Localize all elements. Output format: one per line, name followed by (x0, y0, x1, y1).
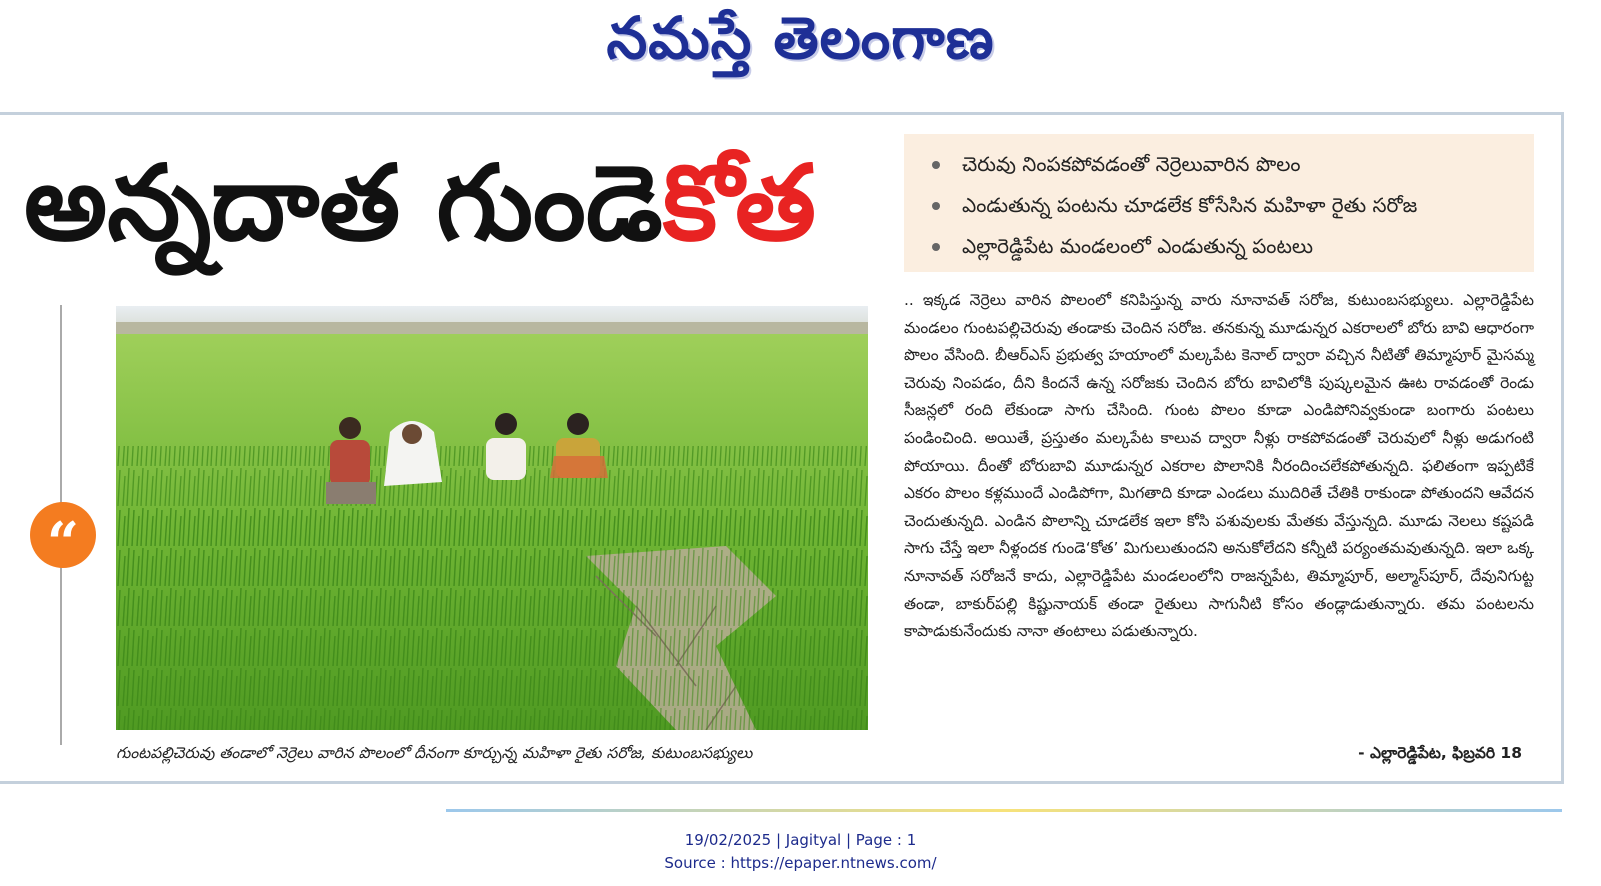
highlight-item: ఎల్లారెడ్డిపేట మండలంలో ఎండుతున్న పంటలు (932, 226, 1534, 267)
news-photo (116, 306, 868, 730)
quote-icon: “ (30, 502, 96, 568)
footer-rule (446, 809, 1562, 812)
headline-accent: కోత (662, 142, 816, 264)
masthead (0, 0, 1601, 100)
headline-part1: అన్నదాత గుండె (24, 142, 663, 264)
article-body: .. ఇక్కడ నెర్రెలు వారిన పొలంలో కనిపిస్తున్న వారు నూనావత్ సరోజ, కుటుంబసభ్యులు. ఎల్లారెడ్డిపేట మండలం గుంటపల్లిచెరువు తండాకు చెందిన సరోజ. తనకున్న మూడున్నర ఎకరాలలో బోరు బావి ఆధారంగా పొలం వేసింది. బీఆర్ఎస్ ప్రభుత్వ హయాంలో మల్కపేట కెనాల్ ద్వారా వచ్చిన నీటితో తిమ్మాపూర్ మైసమ్మ చెరువు నింపడం, దీని కిందనే ఉన్న సరోజకు చెందిన బోరు బావిలోకి పుష్కలమైన ఊట రావడంతో రెండు సీజన్లలో రంది లేకుండా సాగు చేసింది. గుంట పొలం కూడా ఎండిపోనివ్వకుండా బంగారు పంటలు పండించింది. అయితే, ప్రస్తుతం మల్కపేట కాలువ ద్వారా నీళ్లు రాకపోవడంతో చెరువులో నీళ్లు అడుగంటి పోయాయి. దీంతో బోరుబావి మూడున్నర ఎకరాల పొలానికి నీరందించలేకపోతున్నది. ఫలితంగా ఇప్పటికే ఎకరం పొలం కళ్లముందే ఎండిపోగా, మిగతాది కూడా ఎండలు ముదిరితే చేతికి రాకుండా పోతుందని ఆవేదన చెందుతున్నది. ఎండిన పొలాన్ని చూడలేక ఇలా కోసి పశువులకు మేతకు వేస్తున్నది. మూడు నెలలు కష్టపడి సాగు చేస్తే ఇలా నీళ్లందక గుండె‘కోత’ మిగులుతుందని అనుకోలేదని కన్నీటి పర్యంతమవుతున్నది. ఇలా ఒక్క నూనావత్ సరోజనే కాదు, ఎల్లారెడ్డిపేట మండలంలోని రాజన్నపేట, తిమ్మాపూర్, అల్మాస్‌పూర్, దేవునిగుట్ట తండా, బాకుర్‌పల్లి కిష్టునాయక్ తండా రైతులు సాగునీటి కోసం తండ్లాడుతున్నారు. తమ పంటలను కాపాడుకునేందుకు నానా తంటాలు పడుతున్నారు. (904, 291, 1534, 641)
adjacent-column-fragment (0, 470, 10, 740)
photo-caption: గుంటపల్లిచెరువు తండాలో నెర్రెలు వారిన పొలంలో దీనంగా కూర్చున్న మహిళా రైతు సరోజ, కుటుంబసభ్యులు (116, 744, 753, 762)
headline (24, 128, 884, 278)
edition-info: 19/02/2025 | Jagityal | Page : 1 (684, 831, 917, 849)
source-link[interactable]: Source : https://epaper.ntnews.com/ (664, 854, 937, 872)
highlights-box (904, 134, 1534, 272)
dateline: - ఎల్లారెడ్డిపేట, ఫిబ్రవరి 18 (1358, 744, 1522, 762)
highlight-item: ఎండుతున్న పంటను చూడలేక కోసేసిన మహిళా రైతు సరోజ (932, 185, 1534, 226)
highlight-item: చెరువు నింపకపోవడంతో నెర్రెలువారిన పొలం (932, 144, 1534, 185)
newspaper-logo: నమస్తే తెలంగాణ (606, 4, 995, 72)
